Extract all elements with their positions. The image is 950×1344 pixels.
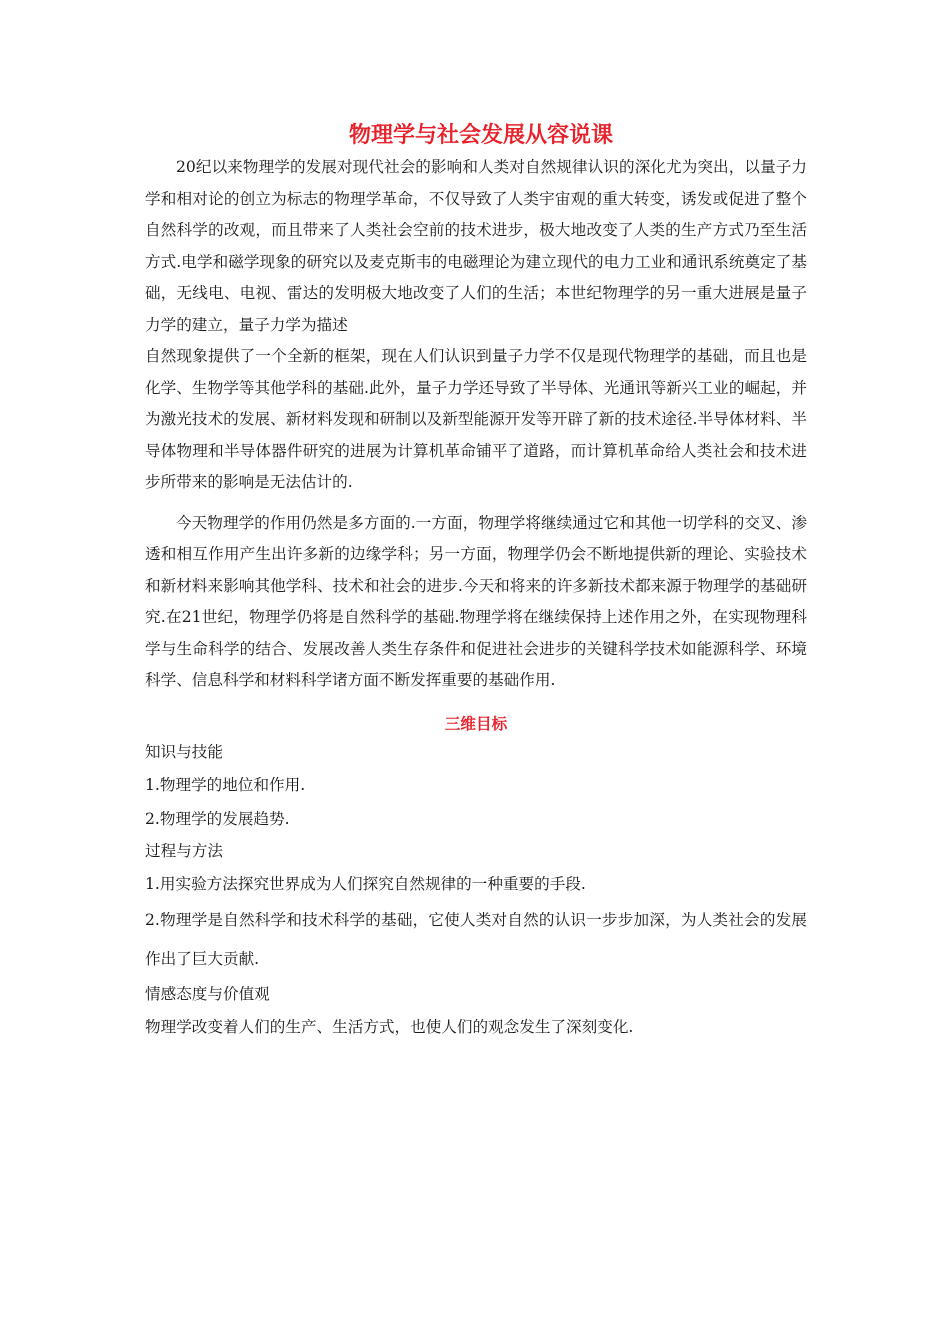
paragraph-spacer: [145, 499, 807, 508]
process-item-1: 1.用实验方法探究世界成为人们探究自然规律的一种重要的手段.: [145, 874, 586, 893]
process-label: 过程与方法: [145, 841, 223, 860]
goals-heading: 三维目标: [444, 713, 508, 733]
document-page: [145, 118, 807, 1044]
intro-paragraph-1: 20纪以来物理学的发展对现代社会的影响和人类对自然规律认识的深化尤为突出，以量子力学和相对论的创立为标志的物理学革命，不仅导致了人类宇宙观的重大转变，诱发或促进了整个自然科学的改观，而且带来了人类社会空前的技术进步，极大地改变了人类的生产方式乃至生活方式.电学和磁学现象的研究以及麦克斯韦的电磁理论为建立现代的电力工业和通讯系统奠定了基础，无线电、电视、雷达的发明极大地改变了人们的生活；本世纪物理学的另一重大进展是量子力学的建立，量子力学为描述: [145, 158, 807, 334]
intro-paragraph-2: 自然现象提供了一个全新的框架，现在人们认识到量子力学不仅是现代物理学的基础，而且也是化学、生物学等其他学科的基础.此外，量子力学还导致了半导体、光通讯等新兴工业的崛起，并为激光技术的发展、新材料发现和研制以及新型能源开发等开辟了新的技术途径.半导体材料、半导体物理和半导体器件研究的进展为计算机革命铺平了道路，而计算机革命给人类社会和技术进步所带来的影响是无法估计的.: [145, 347, 807, 491]
attitude-label: 情感态度与价值观: [145, 984, 270, 1003]
process-item-2: 2.物理学是自然科学和技术科学的基础，它使人类对自然的认识一步步加深，为人类社会的发展作出了巨大贡献.: [145, 910, 807, 968]
knowledge-item-2: 2.物理学的发展趋势.: [145, 809, 290, 828]
document-title: 物理学与社会发展从容说课: [348, 122, 613, 148]
knowledge-label: 知识与技能: [145, 742, 223, 761]
knowledge-item-1: 1.物理学的地位和作用.: [145, 775, 306, 794]
attitude-text: 物理学改变着人们的生产、生活方式，也使人们的观念发生了深刻变化.: [145, 1017, 634, 1036]
intro-paragraph-3: 今天物理学的作用仍然是多方面的.一方面，物理学将继续通过它和其他一切学科的交叉、渗透和相互作用产生出许多新的边缘学科；另一方面，物理学仍会不断地提供新的理论、实验技术和新材料来影响其他学科、技术和社会的进步.今天和将来的许多新技术都来源于物理学的基础研究.在21世纪，物理学仍将是自然科学的基础.物理学将在继续保持上述作用之外，在实现物理科学与生命科学的结合、发展改善人类生存条件和促进社会进步的关键科学技术如能源科学、环境科学、信息科学和材料科学诸方面不断发挥重要的基础作用.: [145, 513, 807, 689]
